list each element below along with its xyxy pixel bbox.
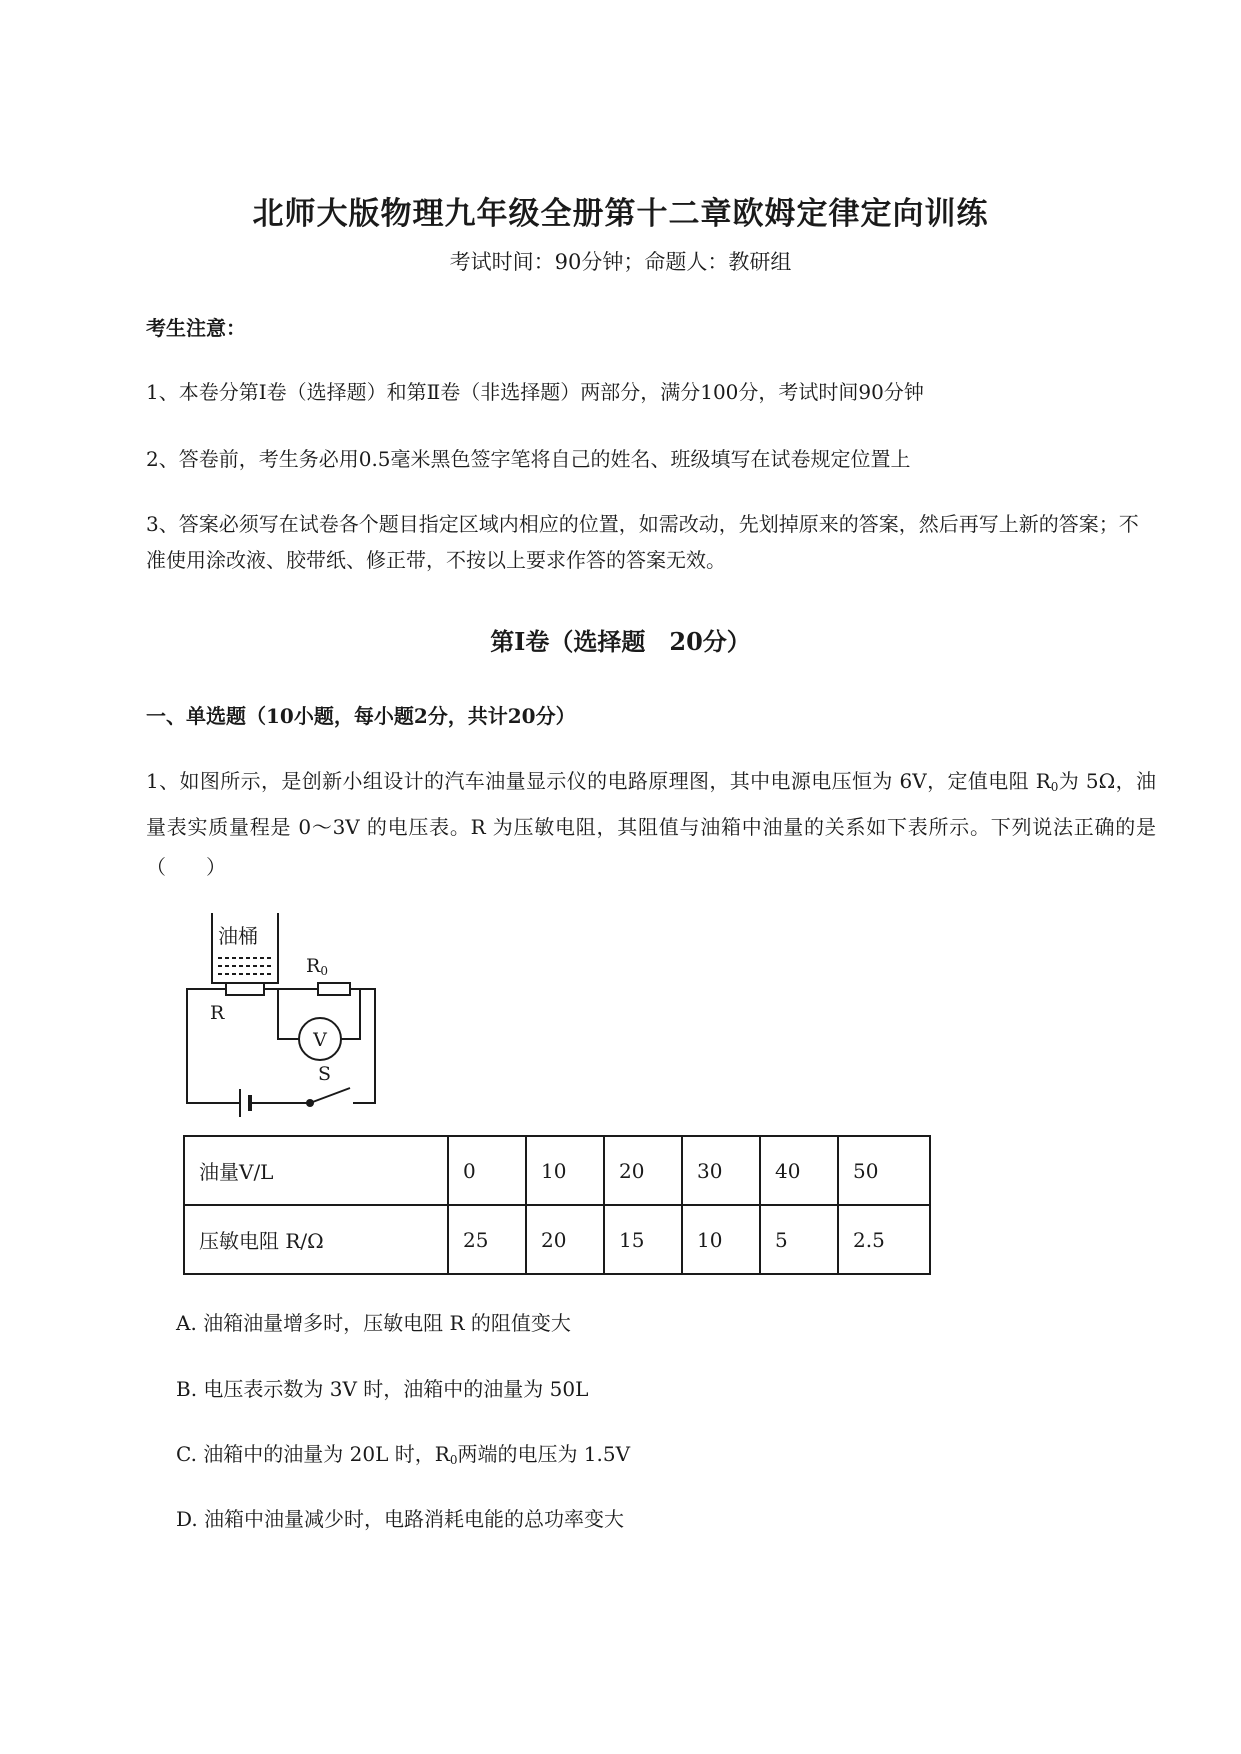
table-cell: 25 xyxy=(448,1205,526,1274)
table-cell: 2.5 xyxy=(838,1205,930,1274)
table-cell: 30 xyxy=(682,1136,760,1205)
section-title: 第I卷（选择题 20分） xyxy=(490,627,751,656)
table-header-cell: 油量V/L xyxy=(184,1136,448,1205)
part-heading: 一、单选题（10小题，每小题2分，共计20分） xyxy=(146,704,576,728)
table-cell: 5 xyxy=(760,1205,838,1274)
table-header-cell: 压敏电阻 R/Ω xyxy=(184,1205,448,1274)
oil-resistance-table xyxy=(183,1135,931,1275)
notice-heading: 考生注意： xyxy=(146,316,246,340)
notice-item-1: 1、本卷分第I卷（选择题）和第Ⅱ卷（非选择题）两部分，满分100分，考试时间90分钟 xyxy=(146,380,924,404)
table-cell: 0 xyxy=(448,1136,526,1205)
table-cell: 10 xyxy=(682,1205,760,1274)
notice-item-2: 2、答卷前，考生务必用0.5毫米黑色签字笔将自己的姓名、班级填写在试卷规定位置上 xyxy=(146,447,911,471)
table-row xyxy=(184,1205,930,1274)
table-row xyxy=(184,1136,930,1205)
switch-blade xyxy=(310,1088,350,1103)
question-1-text-b: 为 5Ω，油量表实质量程是 0～3V 的电压表。R 为压敏电阻，其阻值与油箱中油量的关系如下表所示。下列说法正确的是（ ） xyxy=(146,769,1156,879)
option-b[interactable]: B. 电压表示数为 3V 时，油箱中的油量为 50L xyxy=(176,1377,589,1401)
option-c[interactable] xyxy=(176,1438,630,1467)
r-label: R xyxy=(210,1002,225,1024)
page-title: 北师大版物理九年级全册第十二章欧姆定律定向训练 xyxy=(252,196,989,232)
switch-label: S xyxy=(318,1063,332,1085)
voltmeter-label: V xyxy=(313,1029,327,1051)
notice-item-3: 3、答案必须写在试卷各个题目指定区域内相应的位置，如需改动，先划掉原来的答案，然后再写上新的答案；不准使用涂改液、胶带纸、修正带，不按以上要求作答的答案无效。 xyxy=(146,512,1139,572)
pressure-resistor xyxy=(226,983,264,995)
table-cell: 10 xyxy=(526,1136,604,1205)
table-cell: 15 xyxy=(604,1205,682,1274)
table-cell: 20 xyxy=(526,1205,604,1274)
exam-info: 考试时间：90分钟；命题人：教研组 xyxy=(449,250,792,274)
circuit-diagram xyxy=(170,905,390,1135)
r0-label: R0 xyxy=(306,955,328,978)
table-cell: 20 xyxy=(604,1136,682,1205)
option-d[interactable]: D. 油箱中油量减少时，电路消耗电能的总功率变大 xyxy=(176,1507,625,1531)
table-cell: 50 xyxy=(838,1136,930,1205)
question-1-stem xyxy=(146,761,1156,887)
option-c-text-b: 两端的电压为 1.5V xyxy=(457,1442,631,1466)
question-1-text-a: 1、如图所示，是创新小组设计的汽车油量显示仪的电路原理图，其中电源电压恒为 6V，定值电阻 R xyxy=(146,769,1051,793)
r0-subscript: 0 xyxy=(1050,780,1059,794)
option-a[interactable]: A. 油箱油量增多时，压敏电阻 R 的阻值变大 xyxy=(176,1311,571,1335)
tank-label: 油桶 xyxy=(218,924,258,948)
table-cell: 40 xyxy=(760,1136,838,1205)
fixed-resistor xyxy=(318,983,350,995)
option-c-text-a: C. 油箱中的油量为 20L 时，R xyxy=(176,1442,450,1466)
r0-subscript: 0 xyxy=(449,1453,458,1467)
